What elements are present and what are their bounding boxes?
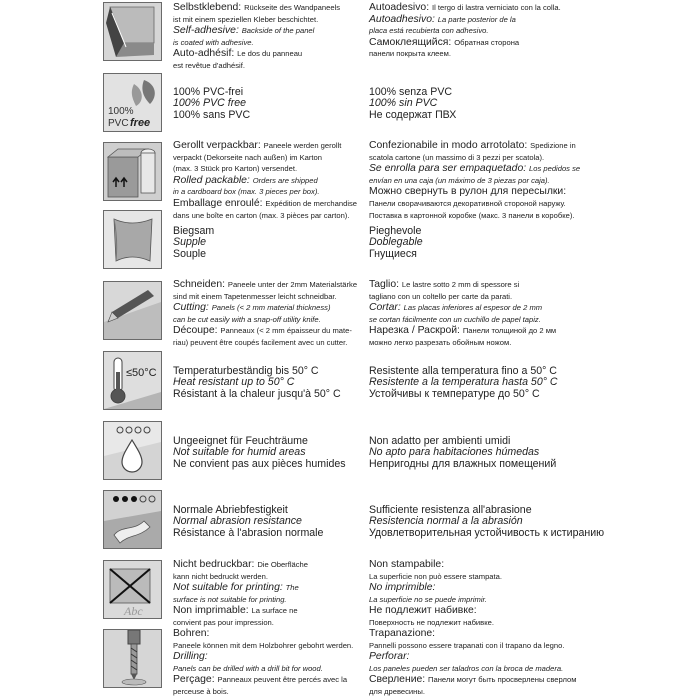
desc-right-abrasion [369,504,605,539]
desc-line [173,60,361,72]
desc-line [173,663,361,675]
adhesive-back-icon [103,2,162,61]
desc-line [369,140,579,152]
desc-text: No imprimible: [369,582,436,594]
desc-text: Panneaux peuvent être percés avec la [217,675,348,685]
desc-text: Сверление: [369,674,429,686]
desc-line [369,663,579,675]
desc-line [173,110,361,121]
desc-text: is coated with adhesive. [173,37,254,47]
desc-line [173,640,361,652]
desc-text: Los pedidos se [529,164,581,174]
desc-text: 100% sin PVC [369,97,438,110]
desc-line [173,48,361,60]
desc-text: Autoadesivo: [369,2,432,13]
desc-text: Panneaux (< 2 mm épaisseur du mate- [220,326,352,336]
desc-line [173,594,361,606]
desc-line [173,674,361,686]
desc-text: Panels (< 2 mm material thickness) [211,303,331,313]
desc-text: Non imprimable: [173,605,252,617]
desc-text: est revêtue d'adhésif. [173,60,245,70]
desc-text: Resistente alla temperatura fino a 50° C [369,365,557,377]
desc-text: Biegsam [173,225,215,237]
desc-left-pvc-free [173,87,361,121]
desc-left-humidity [173,436,361,470]
desc-text: Not suitable for humid areas [173,446,306,459]
desc-line [173,210,361,222]
desc-text: Панели могут быть просверлены сверлом [428,675,577,685]
desc-text: Paneele unter der 2mm Materialstärke [227,280,358,289]
desc-right-drilling [369,628,579,698]
desc-text: La superficie non può essere stampata. [369,571,502,581]
desc-line [173,25,361,37]
desc-text: Resistencia normal a la abrasión [369,515,523,528]
desc-right-no-print [369,559,579,629]
desc-left-no-print [173,559,361,629]
desc-line [173,628,361,640]
desc-text: Il tergo di lastra verniciato con la colla. [431,3,561,12]
desc-text: можно легко разрезать обойным ножом. [369,337,512,347]
desc-text: Панели толщиной до 2 мм [462,326,557,336]
desc-text: Обратная сторона [454,37,520,47]
desc-text: Doblegable [369,236,423,249]
desc-text: Rolled packable: [173,174,253,186]
desc-text: Confezionabile in modo arrotolato: [369,140,531,151]
desc-text: Sufficiente resistenza all'abrasione [369,504,532,516]
desc-left-rolled [173,140,361,221]
desc-right-humidity [369,436,579,470]
desc-text: Perçage: [173,674,218,686]
desc-line [369,175,579,187]
desc-line [173,389,361,400]
desc-text: Schneiden: [173,279,228,290]
desc-text: Supple [173,236,206,249]
desc-text: Не подлежит набивке: [369,605,477,617]
desc-text: Непригодны для влажных помещений [369,457,557,470]
desc-text: convient pas pour impression. [173,617,274,627]
desc-right-cutting [369,279,579,349]
desc-line [369,526,605,539]
desc-text: No apto para habitaciones húmedas [369,446,540,459]
desc-line [369,302,579,314]
desc-text: Not suitable for printing: [173,582,286,594]
desc-text: Le lastre sotto 2 mm di spessore si [401,280,520,289]
desc-text: Le dos du panneau [237,49,303,59]
desc-line [369,2,579,14]
desc-text: Drilling: [173,651,208,663]
desc-text: dans une boîte en carton (max. 3 pièces par carton). [173,210,350,220]
thermometer-icon [103,351,162,410]
desc-line [369,325,579,337]
abrasion-dots-icon [103,490,162,549]
cutter-knife-icon [103,281,162,340]
desc-text: perceuse à bois. [173,686,229,696]
desc-text: Paneele werden gerollt [263,141,342,150]
desc-line [369,594,579,606]
desc-text: se cortan fácilmente con un cuchillo de papel tapiz. [369,314,541,324]
desc-line [369,198,579,210]
desc-text: Las placas inferiores al espesor de 2 mm [403,303,543,313]
desc-left-drilling [173,628,361,698]
desc-text: Поверхность не подлежит набивке. [369,617,494,627]
desc-text: Selbstklebend: [173,2,245,13]
desc-line [369,605,579,617]
desc-text: 100% PVC-frei [173,86,244,98]
desc-text: 100% sans PVC [173,108,251,121]
desc-line [369,651,579,663]
desc-text: tagliano con un coltello per carte da parati. [369,291,513,301]
desc-line [173,337,361,349]
desc-line [173,186,361,198]
desc-text: Ne convient pas aux pièces humides [173,457,346,470]
desc-text: Non adatto per ambienti umidi [369,435,511,447]
desc-text: Perforar: [369,651,410,663]
desc-text: envían en una caja (un máximo de 3 piezas por caja). [369,175,550,185]
desc-text: in a cardboard box (max. 3 pieces per box). [173,187,320,197]
desc-line [173,140,361,152]
desc-line [369,389,579,400]
desc-line [369,279,579,291]
desc-line [173,163,361,175]
desc-text: Découpe: [173,325,221,337]
desc-line [369,163,579,175]
desc-text: Resistente a la temperatura hasta 50° C [369,376,558,389]
desc-text: Поставка в картонной коробке (макс. 3 панели в коробке). [369,210,575,220]
desc-text: Gerollt verpackbar: [173,140,264,151]
desc-text: Устойчивы к температуре до 50° C [369,387,540,400]
desc-left-abrasion [173,505,361,539]
desc-text: surface is not suitable for printing. [173,594,287,604]
desc-text: Se enrolla para ser empaquetado: [369,163,530,175]
desc-text: панели покрыта клеем. [369,49,451,59]
desc-text: Die Oberfläche [257,560,308,569]
desc-text: Можно свернуть в рулон для пересылки: [369,186,567,198]
desc-line [173,314,361,326]
desc-text: sind mit einem Tapetenmesser leicht schneidbar. [173,291,337,301]
desc-text: Pieghevole [369,225,422,237]
desc-line [369,48,579,60]
desc-line [173,175,361,187]
drill-icon [103,629,162,688]
desc-left-cutting [173,279,361,349]
desc-line [173,325,361,337]
desc-text: verpackt (Dekorseite nach außen) im Karton [173,152,322,162]
desc-text: Ungeeignet für Feuchträume [173,435,308,447]
desc-line [369,337,579,349]
desc-left-supple [173,226,361,260]
pvc-percent-text: 100% [108,106,134,117]
desc-text: La superficie no se puede imprimir. [369,594,487,604]
desc-right-heat [369,366,579,400]
desc-text: 100% PVC free [173,97,247,110]
rolled-package-box-icon [103,142,162,201]
desc-text: Backside of the panel [241,26,315,36]
desc-text: для древесины. [369,686,425,696]
desc-line [369,628,579,640]
desc-text: Temperaturbeständig bis 50° C [173,365,319,377]
desc-text: Trapanazione: [369,628,436,639]
desc-text: Orders are shipped [252,175,318,185]
desc-line [173,198,361,210]
desc-line [369,186,579,198]
desc-text: Auto-adhésif: [173,48,238,60]
desc-line [369,674,579,686]
desc-line [369,25,579,37]
desc-line [173,291,361,303]
desc-text: The [285,583,299,593]
desc-text: Non stampabile: [369,559,445,570]
desc-left-heat [173,366,361,400]
desc-text: kann nicht bedruckt werden. [173,571,268,581]
desc-text: La parte posterior de la [437,14,516,24]
desc-text: Не содержат ПВХ [369,108,457,121]
desc-line [173,152,361,164]
desc-text: Панели сворачиваются декоративной стороной наружу. [369,198,566,208]
desc-line [173,651,361,663]
desc-text: Résistance à l'abrasion normale [173,526,324,539]
pvc-free-leaf-icon [103,73,162,132]
desc-right-pvc-free [369,87,579,121]
desc-text: Autoadhesivo: [369,13,438,25]
desc-text: Cortar: [369,302,404,314]
pvc-label-text: PVC [108,118,129,129]
desc-line [369,559,579,571]
desc-line [173,571,361,583]
desc-text: Panels can be drilled with a drill bit for wood. [173,663,323,673]
desc-text: Résistant à la chaleur jusqu'à 50° C [173,387,341,400]
desc-text: (max. 3 Stück pro Karton) versendet. [173,164,298,174]
desc-text: Самоклеящийся: [369,36,455,48]
desc-text: can be cut easily with a snap-off utility knife. [173,314,321,324]
desc-text: Nicht bedruckbar: [173,559,258,570]
desc-line [369,571,579,583]
desc-line [173,528,361,539]
desc-line [369,110,579,121]
desc-line [173,617,361,629]
desc-text: Normale Abriebfestigkeit [173,504,288,516]
desc-line [369,210,579,222]
desc-text: Bohren: [173,628,210,639]
desc-line [173,302,361,314]
desc-text: La surface ne [251,606,298,616]
desc-text: Emballage enroulé: [173,197,266,209]
supple-panel-icon [103,210,162,269]
desc-line [173,459,361,470]
desc-text: Paneele können mit dem Holzbohrer gebohrt werden. [173,640,354,650]
free-label-text: free [130,117,151,129]
desc-line [173,582,361,594]
desc-text: Нарезка / Раскрой: [369,325,463,337]
desc-text: Self-adhesive: [173,25,242,37]
desc-line [369,640,579,652]
desc-text: 100% senza PVC [369,86,453,98]
sample-text: Abc [124,604,143,618]
desc-text: ist mit einem speziellen Kleber beschichtet. [173,14,319,24]
desc-text: Souple [173,247,206,260]
water-drop-icon [103,421,162,480]
desc-left-self-adhesive [173,2,361,72]
desc-line [369,249,579,260]
desc-line [369,617,579,629]
desc-line [369,152,579,164]
desc-right-self-adhesive [369,2,579,60]
desc-line [173,279,361,291]
no-print-icon [103,560,162,619]
desc-text: Los paneles pueden ser taladros con la broca de madera. [369,663,564,673]
desc-text: placa está recubierta con adhesivo. [369,26,489,36]
desc-text: Spedizione in [530,141,576,150]
desc-text: riau) peuvent être coupés facilement avec un cutter. [173,337,348,347]
desc-line [369,14,579,26]
desc-text: Гнущиеся [369,247,417,260]
desc-text: Normal abrasion resistance [173,515,302,528]
desc-text: Heat resistant up to 50° C [173,376,295,389]
desc-text: scatola cartone (un massimo di 3 pezzi per scatola). [369,152,545,162]
desc-line [173,249,361,260]
desc-text: Cutting: [173,302,212,314]
desc-right-rolled [369,140,579,221]
desc-line [369,291,579,303]
desc-text: Taglio: [369,279,402,290]
desc-line [173,605,361,617]
desc-text: Rückseite des Wandpaneels [244,3,341,12]
desc-line [369,582,579,594]
desc-line [173,37,361,49]
desc-text: Pannelli possono essere trapanati con il trapano da legno. [369,640,565,650]
desc-line [369,314,579,326]
desc-line [173,14,361,26]
desc-right-supple [369,226,579,260]
desc-line [369,459,579,470]
desc-line [369,37,579,49]
desc-text: Expédition de merchandise [265,198,358,208]
max-temp-text: ≤50°C [126,367,157,379]
desc-text: Удовлетворительная устойчивость к истиранию [369,526,605,539]
desc-line [173,559,361,571]
desc-line [173,2,361,14]
